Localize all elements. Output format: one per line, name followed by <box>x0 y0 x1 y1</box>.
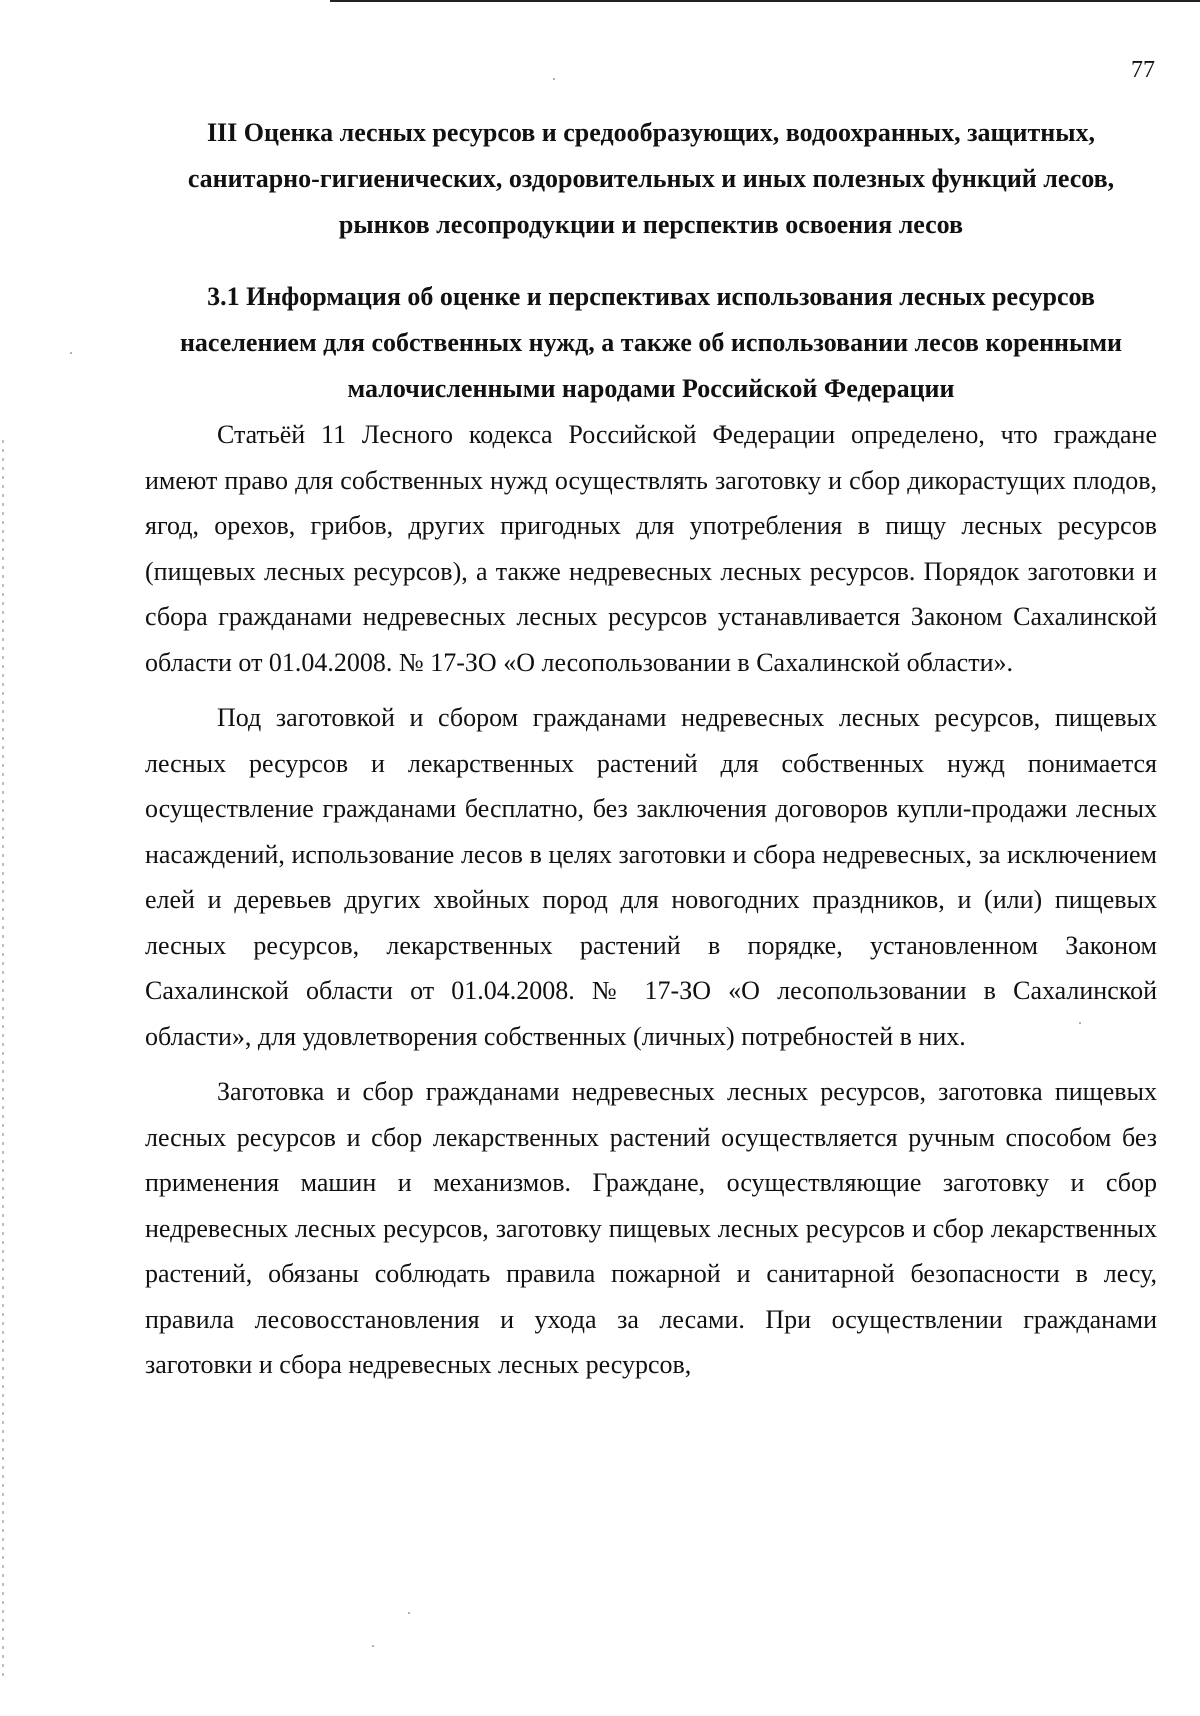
scan-speck <box>408 1612 410 1614</box>
scan-speck <box>553 78 555 80</box>
section-title: III Оценка лесных ресурсов и средообразующих, водоохранных, защитных, санитарно-гигиенических, оздоровительных и иных полезных функций лесов, рынков лесопродукции и перспектив освоения лесов <box>187 118 1115 239</box>
paragraph: Заготовка и сбор гражданами недревесных лесных ресурсов, заготовка пищевых лесных ресурсов и сбор лекарственных растений осуществляется ручным способом без применения машин и механизмов. Граждане, осуществляющие заготовку и сбор недревесных лесных ресурсов, заготовку пищевых лесных ресурсов и сбор лекарственных растений, обязаны соблюдать правила пожарной и санитарной безопасности в лесу, правила лесовосстановления и ухода за лесами. При осуществлении гражданами заготовки и сбора недревесных лесных ресурсов, <box>145 1077 1157 1379</box>
scan-top-border <box>330 0 1200 2</box>
page-number: 77 <box>1131 57 1155 83</box>
paragraph: Статьёй 11 Лесного кодекса Российской Федерации определено, что граждане имеют право для собственных нужд осуществлять заготовку и сбор дикорастущих плодов, ягод, орехов, грибов, других пригодных для употребления в пищу лесных ресурсов (пищевых лесных ресурсов), а также недревесных лесных ресурсов. Порядок заготовки и сбора гражданами недревесных лесных ресурсов устанавливается Законом Сахалинской области от 01.04.2008. № 17-ЗО «О лесопользовании в Сахалинской области». <box>145 420 1157 677</box>
subsection-title: 3.1 Информация об оценке и перспективах использования лесных ресурсов населением для собственных нужд, а также об использовании лесов коренными малочисленными народами Российской Федерации <box>179 282 1123 403</box>
scan-left-edge <box>2 440 4 1680</box>
scan-speck <box>70 352 72 354</box>
scan-speck <box>372 1645 374 1647</box>
document-body <box>145 110 1157 1388</box>
paragraph: Под заготовкой и сбором гражданами недревесных лесных ресурсов, пищевых лесных ресурсов и лекарственных растений для собственных нужд понимается осуществление гражданами бесплатно, без заключения договоров купли-продажи лесных насаждений, использование лесов в целях заготовки и сбора недревесных, за исключением елей и деревьев других хвойных пород для новогодних праздников, и (или) пищевых лесных ресурсов, лекарственных растений в порядке, установленном Законом Сахалинской области от 01.04.2008. № 17-ЗО «О лесопользовании в Сахалинской области», для удовлетворения собственных (личных) потребностей в них. <box>145 703 1157 1051</box>
